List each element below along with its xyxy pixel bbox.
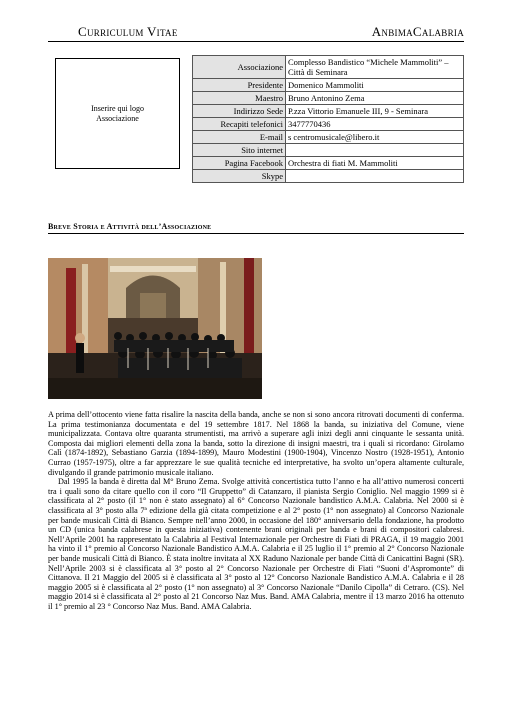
info-value: s centromusicale@libero.it xyxy=(286,131,464,144)
section-heading xyxy=(48,222,464,234)
history-text xyxy=(48,410,464,611)
info-label: E-mail xyxy=(193,131,286,144)
info-row xyxy=(193,56,464,79)
info-value: Bruno Antonino Zema xyxy=(286,92,464,105)
header-rule xyxy=(48,41,464,42)
info-row xyxy=(193,118,464,131)
info-value xyxy=(286,144,464,157)
band-concert-illustration xyxy=(48,258,262,399)
anbima-calabria-title: AnbimaCalabria xyxy=(371,24,464,39)
info-row xyxy=(193,92,464,105)
info-row xyxy=(193,131,464,144)
info-label: Skype xyxy=(193,170,286,183)
page-header xyxy=(48,22,464,42)
info-value: Orchestra di fiati M. Mammoliti xyxy=(286,157,464,170)
section-rule xyxy=(48,233,464,234)
info-label: Sito internet xyxy=(193,144,286,157)
info-value: Complesso Bandistico “Michele Mammoliti” – Città di Seminara xyxy=(286,56,464,79)
info-label: Pagina Facebook xyxy=(193,157,286,170)
info-value: Domenico Mammoliti xyxy=(286,79,464,92)
info-row xyxy=(193,105,464,118)
logo-placeholder-line1: Inserire qui logo xyxy=(91,103,144,113)
info-row xyxy=(193,79,464,92)
info-label: Associazione xyxy=(193,56,286,79)
info-value: P.zza Vittorio Emanuele III, 9 - Seminara xyxy=(286,105,464,118)
info-label: Maestro xyxy=(193,92,286,105)
band-concert-photo xyxy=(48,258,262,399)
section-title: Breve Storia e Attività dell’Associazione xyxy=(48,222,212,231)
history-paragraph-2: Dal 1995 la banda è diretta dal M° Bruno Zema. Svolge attività concertistica tutto l’anno e ha all’attivo numerosi concerti tra i quali sono da citare quello con il coro “Il Gruppetto” di Catanzaro, il pianista Sergio Coniglio. Nel maggio 1999 si è classificata al 2° posto (il 1° non è stato assegnato) al 6° Concorso Nazionale bandistico A.M.A. Calabria. Nel 2000 si è classificata al 3° posto alla 7ª edizione della già citata competizione e al 2° posto (1° non assegnato) al Concorso Nazionale per bande musicali Città di Bianco. Sempre nell’anno 2000, in occasione del 180° anniversario della fondazione, ha prodotto un CD (unica banda calabrese in questa iniziativa) contenente brani originali per banda e brani di compositori calabresi. Nell’Aprile 2001 ha rappresentato la Calabria al Festival Internazionale per Orchestre di Fiati di PRAGA, il 19 maggio 2001 ha vinto il 1° premio al Concorso Nazionale Bandistico A.M.A. Calabria e il 25 luglio il 1° premio al 2° Concorso Nazionale per bande musicali Città di Bianco. È stata inoltre invitata al XX Raduno Nazionale per bande Città di Canicattini Bagni (SR). Nell’Aprile 2003 si è classificata al 3° posto al 2° Concorso Nazionale per Orchestre di Fiati “Suoni d’Aspromonte” di Cittanova. Il 21 Maggio del 2005 si è classificata al 3° posto al 12° Concorso Nazionale Bandistico A.M.A. Calabria e il 28 maggio 2005 si è classificata al 2° posto (1° non assegnato) al 3° Concorso Nazionale “Danilo Cipolla” di Cetraro. (CS). Nel maggio 2014 si è classificata al 2° posto al 21 Concorso Naz Mus. Band. AMA Calabria, mentre il 13 marzo 2016 ha ottenuto il 1° premio al 23 ° Concorso Naz Mus. Band. AMA Calabria. xyxy=(48,477,464,611)
logo-placeholder xyxy=(55,58,180,169)
info-row xyxy=(193,157,464,170)
info-label: Indirizzo Sede xyxy=(193,105,286,118)
info-label: Recapiti telefonici xyxy=(193,118,286,131)
logo-placeholder-line2: Associazione xyxy=(96,113,139,123)
curriculum-vitae-title: Curriculum Vitae xyxy=(78,24,178,39)
info-row xyxy=(193,170,464,183)
history-paragraph-1: A prima dell’ottocento viene fatta risalire la nascita della banda, anche se non si sono ancora ritrovati documenti di conferma. La prima testimonianza documentata e del 19 settembre 1817. Nel 1868 la banda, su iniziativa del Comune, viene municipalizzata. Contava oltre quaranta strumentisti, ma arrivò a superare agli inizi degli anni cinquante le sessanta unità. Composta dai migliori elementi della zona la banda, sotto la direzione di insigni maestri, tra i quali si ricordano: Girolamo Calì (1874-1892), Sebastiano Garzia (1894-1899), Mauro Modestini (1900-1904), Vincenzo Nostro (1928-1951), Antonio Currao (1957-1975), oltre a far apprezzare le sue qualità tecniche ed interpretative, ha svolto un’opera altamente culturale, divulgando il grande patrimonio musicale italiano. xyxy=(48,410,464,477)
info-label: Presidente xyxy=(193,79,286,92)
info-value xyxy=(286,170,464,183)
info-row xyxy=(193,144,464,157)
info-value: 3477770436 xyxy=(286,118,464,131)
association-info-table xyxy=(192,55,464,183)
